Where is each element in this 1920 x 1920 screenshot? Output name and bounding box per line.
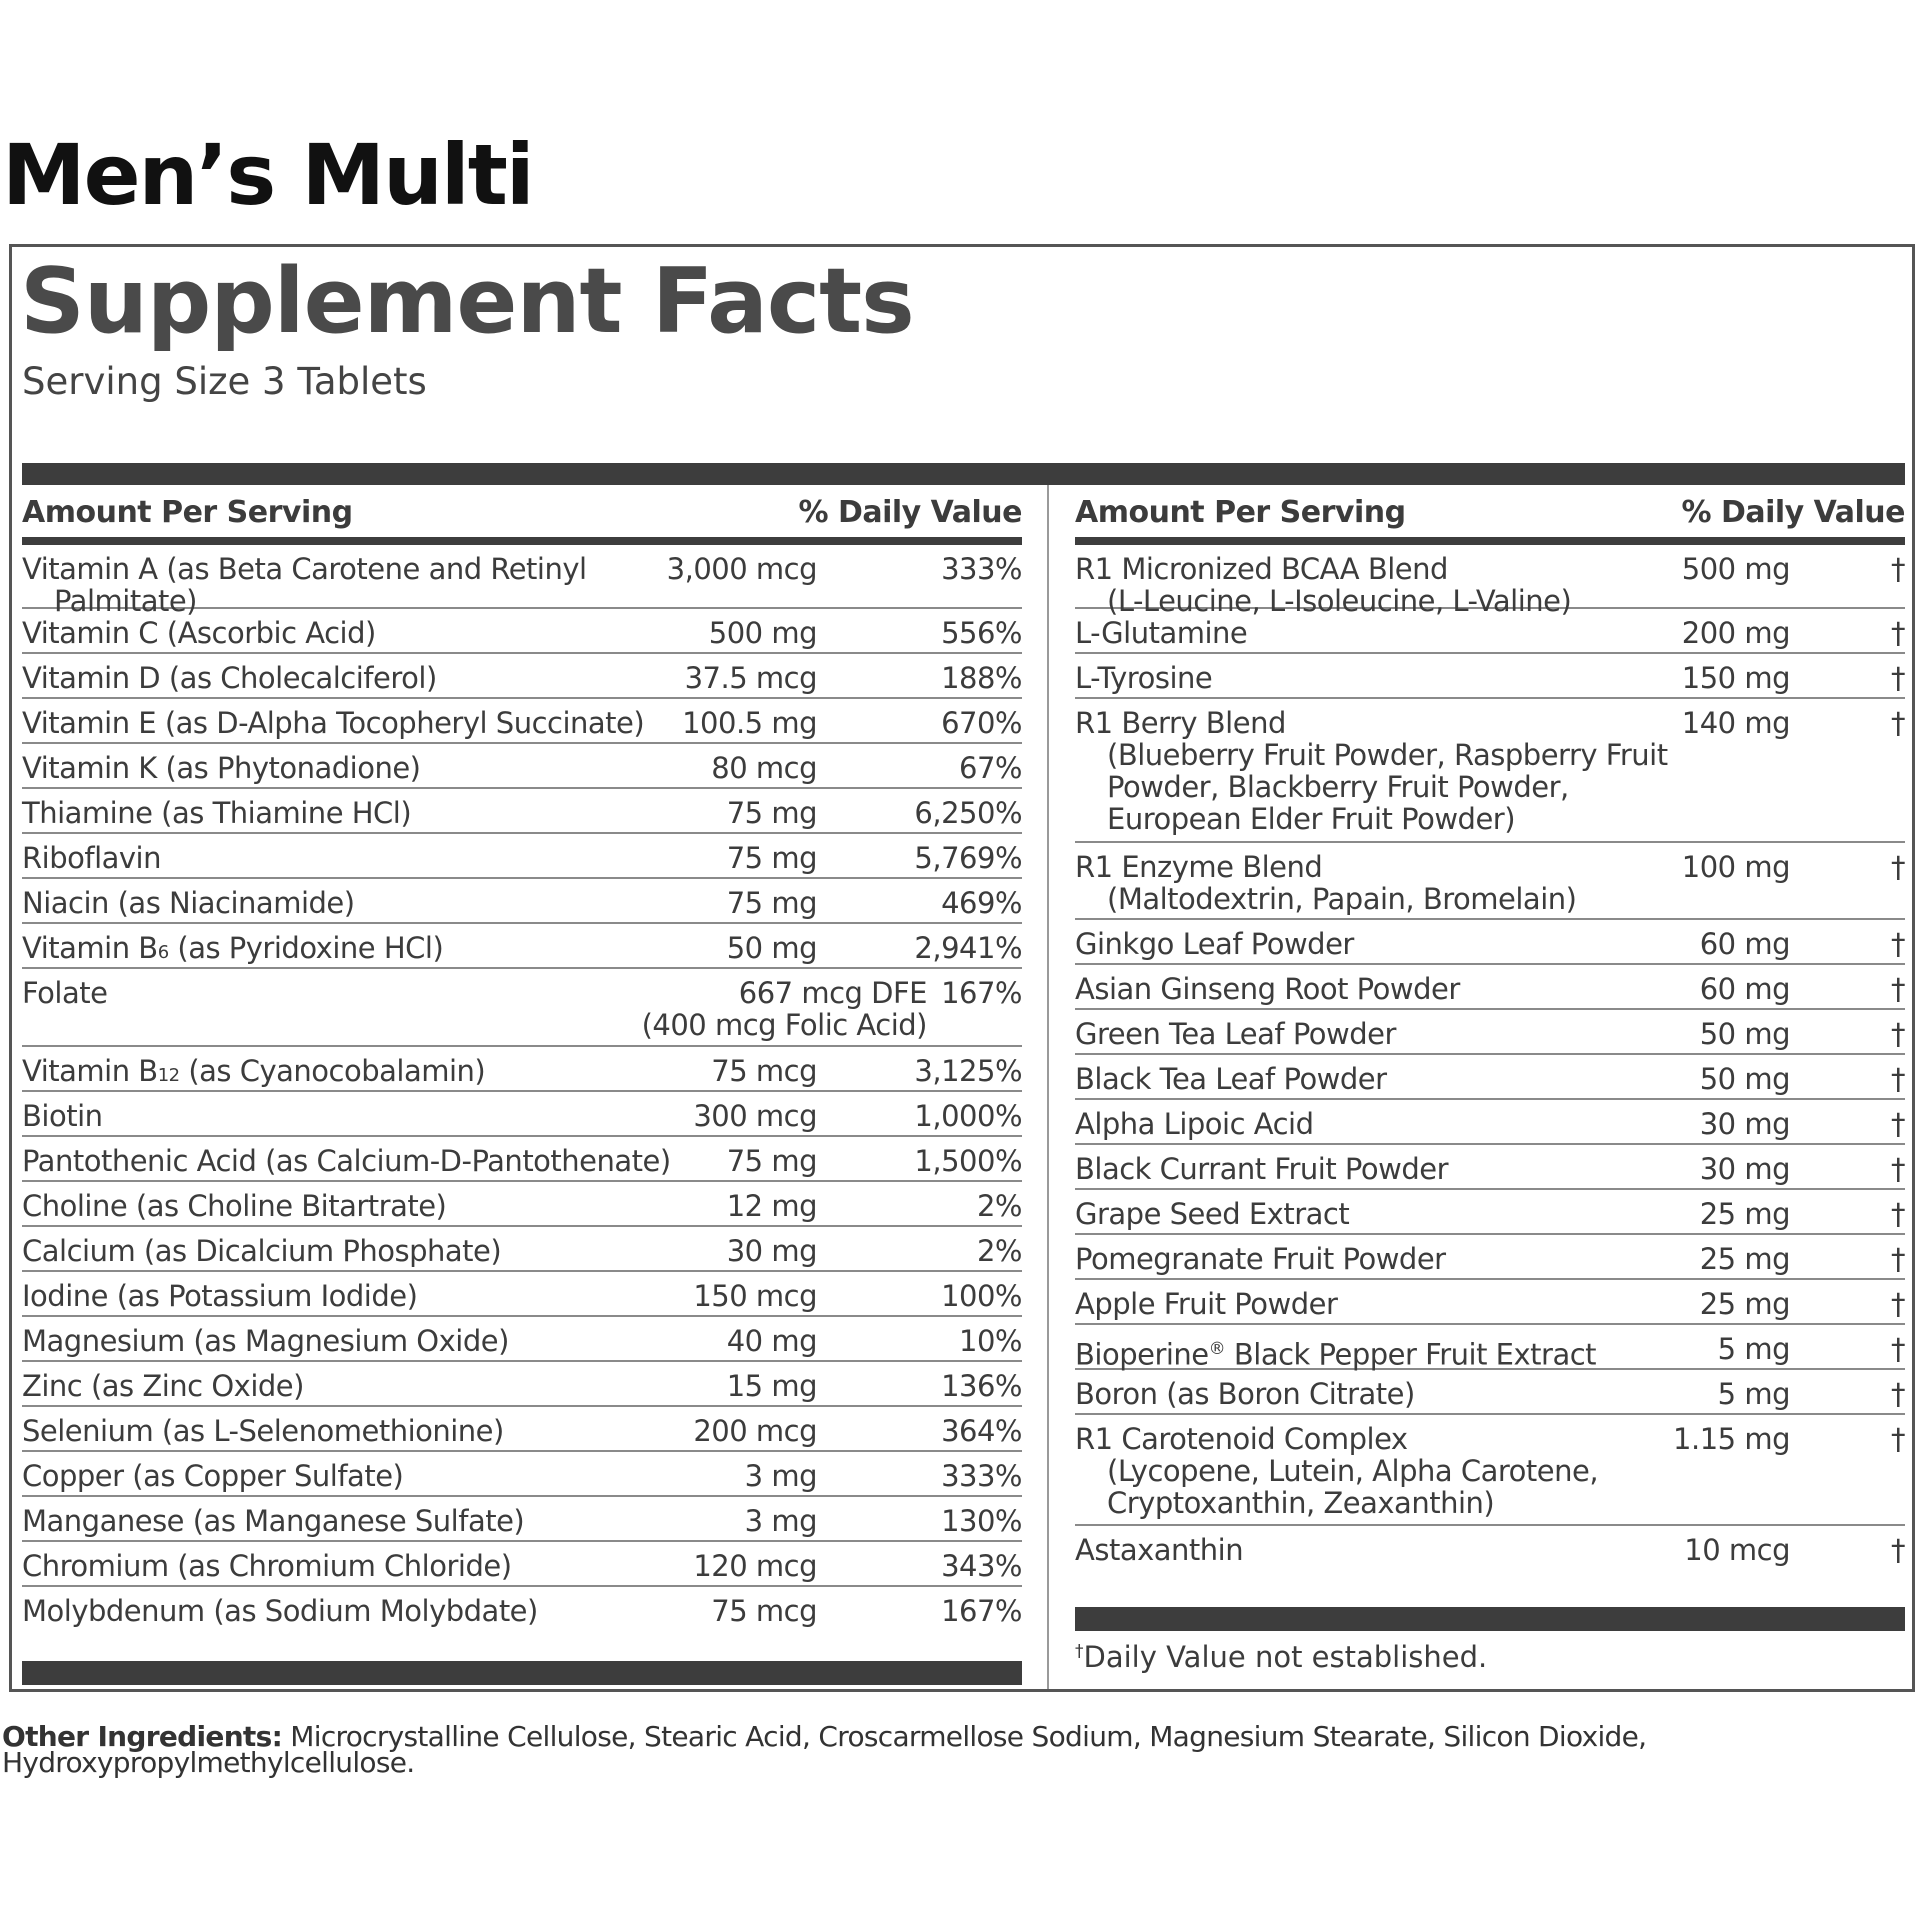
nutrient-amount: 75 mcg	[711, 1594, 817, 1628]
nutrient-name: Vitamin A (as Beta Carotene and Retinyl Palmitate)	[22, 552, 587, 618]
left-bottom-rule-bar	[22, 1661, 1022, 1685]
nutrient-name: Magnesium (as Magnesium Oxide)	[22, 1324, 509, 1358]
ingredient-amount: 200 mg	[1681, 616, 1790, 650]
nutrient-name: Chromium (as Chromium Chloride)	[22, 1549, 512, 1583]
ingredient-amount: 60 mg	[1699, 972, 1790, 1006]
ingredient-name: Bioperine® Black Pepper Fruit Extract	[1075, 1337, 1597, 1372]
left-column-header	[22, 485, 1022, 545]
nutrient-amount: 40 mg	[726, 1324, 817, 1358]
ingredient-name: R1 Enzyme Blend (Maltodextrin, Papain, Bromelain)	[1075, 850, 1577, 916]
ingredient-name: L-Glutamine	[1075, 616, 1248, 650]
table-row	[22, 969, 1022, 1047]
right-facts-column	[1075, 485, 1905, 1571]
nutrient-amount: 75 mg	[726, 1144, 817, 1178]
table-row	[1075, 1145, 1905, 1190]
right-column-header	[1075, 485, 1905, 545]
table-row	[22, 879, 1022, 924]
nutrient-daily-value: 364%	[941, 1414, 1022, 1448]
nutrient-daily-value: 100%	[941, 1279, 1022, 1313]
dagger-mark: †	[1891, 1422, 1905, 1456]
nutrient-amount: 3 mg	[744, 1459, 817, 1493]
ingredient-name: Astaxanthin	[1075, 1533, 1244, 1567]
nutrient-amount: 75 mg	[726, 841, 817, 875]
nutrient-name: Vitamin E (as D-Alpha Tocopheryl Succinate)	[22, 706, 645, 740]
other-ingredients	[2, 1720, 1702, 1779]
nutrient-name: Copper (as Copper Sulfate)	[22, 1459, 404, 1493]
nutrient-daily-value: 333%	[941, 1459, 1022, 1493]
nutrient-name: Riboflavin	[22, 841, 161, 875]
nutrient-daily-value: 167%	[941, 1594, 1022, 1628]
daily-value-footnote: †Daily Value not established.	[1075, 1640, 1488, 1674]
nutrient-name: Vitamin K (as Phytonadione)	[22, 751, 421, 785]
nutrient-daily-value: 469%	[941, 886, 1022, 920]
table-row	[22, 609, 1022, 654]
nutrient-amount: 37.5 mcg	[684, 661, 817, 695]
ingredient-amount: 30 mg	[1699, 1152, 1790, 1186]
nutrient-name: Vitamin C (Ascorbic Acid)	[22, 616, 376, 650]
table-row	[22, 1452, 1022, 1497]
nutrient-amount: 12 mg	[726, 1189, 817, 1223]
nutrient-amount: 75 mcg	[711, 1054, 817, 1088]
ingredient-amount: 5 mg	[1717, 1332, 1790, 1366]
table-row	[1075, 965, 1905, 1010]
table-row	[1075, 1190, 1905, 1235]
table-row	[22, 1092, 1022, 1137]
ingredient-name: Apple Fruit Powder	[1075, 1287, 1338, 1321]
ingredient-name: R1 Carotenoid Complex (Lycopene, Lutein, Alpha Carotene, Cryptoxanthin, Zeaxanthin)	[1075, 1422, 1599, 1520]
nutrient-daily-value: 556%	[941, 616, 1022, 650]
table-row	[1075, 654, 1905, 699]
nutrient-daily-value: 1,000%	[914, 1099, 1022, 1133]
nutrient-daily-value: 2%	[976, 1234, 1022, 1268]
nutrient-amount: 667 mcg DFE (400 mcg Folic Acid)	[641, 976, 927, 1042]
nutrient-daily-value: 6,250%	[914, 796, 1022, 830]
nutrient-daily-value: 10%	[959, 1324, 1022, 1358]
right-bottom-rule-bar	[1075, 1607, 1905, 1631]
nutrient-daily-value: 1,500%	[914, 1144, 1022, 1178]
nutrient-daily-value: 2,941%	[914, 931, 1022, 965]
ingredient-amount: 10 mcg	[1684, 1533, 1790, 1567]
nutrient-daily-value: 167%	[941, 976, 1022, 1010]
table-row	[1075, 1280, 1905, 1325]
other-ingredients-text: Microcrystalline Cellulose, Stearic Acid, Croscarmellose Sodium, Magnesium Stearate, Silicon Dioxide, Hydroxypropylmethylcellulose.	[2, 1720, 1647, 1779]
nutrient-name: Biotin	[22, 1099, 103, 1133]
ingredient-name: R1 Berry Blend (Blueberry Fruit Powder, Raspberry Fruit Powder, Blackberry Fruit Powder, European Elder Fruit Powder)	[1075, 706, 1668, 836]
column-divider	[1047, 485, 1049, 1689]
left-facts-column	[22, 485, 1022, 1632]
serving-size: Serving Size 3 Tablets	[22, 360, 427, 403]
nutrient-amount: 15 mg	[726, 1369, 817, 1403]
nutrient-daily-value: 188%	[941, 661, 1022, 695]
ingredient-amount: 50 mg	[1699, 1062, 1790, 1096]
ingredient-amount: 25 mg	[1699, 1197, 1790, 1231]
header-amount-per-serving: Amount Per Serving	[1075, 495, 1406, 530]
dagger-mark: †	[1891, 1197, 1905, 1231]
header-amount-per-serving: Amount Per Serving	[22, 495, 353, 530]
ingredient-name: R1 Micronized BCAA Blend (L-Leucine, L-Isoleucine, L-Valine)	[1075, 552, 1572, 618]
ingredient-name: Grape Seed Extract	[1075, 1197, 1350, 1231]
nutrient-daily-value: 136%	[941, 1369, 1022, 1403]
nutrient-amount: 120 mcg	[693, 1549, 817, 1583]
ingredient-name: Black Tea Leaf Powder	[1075, 1062, 1387, 1096]
table-row	[22, 1407, 1022, 1452]
table-row	[22, 1047, 1022, 1092]
nutrient-amount: 30 mg	[726, 1234, 817, 1268]
ingredient-amount: 25 mg	[1699, 1242, 1790, 1276]
table-row	[1075, 843, 1905, 920]
table-row	[1075, 545, 1905, 618]
dagger-mark: †	[1891, 1017, 1905, 1051]
nutrient-name: Vitamin B6 (as Pyridoxine HCl)	[22, 931, 444, 965]
nutrient-name: Calcium (as Dicalcium Phosphate)	[22, 1234, 502, 1268]
ingredient-name: Boron (as Boron Citrate)	[1075, 1377, 1415, 1411]
nutrient-daily-value: 333%	[941, 552, 1022, 586]
ingredient-name: L-Tyrosine	[1075, 661, 1213, 695]
top-rule-bar	[22, 463, 1905, 485]
nutrient-daily-value: 3,125%	[914, 1054, 1022, 1088]
dagger-mark: †	[1891, 972, 1905, 1006]
dagger-mark: †	[1891, 1062, 1905, 1096]
dagger-mark: †	[1891, 706, 1905, 740]
nutrient-name: Thiamine (as Thiamine HCl)	[22, 796, 412, 830]
table-row	[22, 834, 1022, 879]
ingredient-amount: 1.15 mg	[1673, 1422, 1790, 1456]
nutrient-name: Iodine (as Potassium Iodide)	[22, 1279, 418, 1313]
supplement-facts-panel	[9, 244, 1915, 1692]
table-row	[22, 1272, 1022, 1317]
dagger-mark: †	[1891, 1287, 1905, 1321]
table-row	[1075, 920, 1905, 965]
table-row	[1075, 1370, 1905, 1415]
dagger-mark: †	[1891, 552, 1905, 586]
nutrient-amount: 150 mcg	[693, 1279, 817, 1313]
nutrient-name: Selenium (as L-Selenomethionine)	[22, 1414, 504, 1448]
ingredient-amount: 60 mg	[1699, 927, 1790, 961]
nutrient-amount: 3,000 mcg	[666, 552, 817, 586]
other-ingredients-label: Other Ingredients:	[2, 1720, 283, 1753]
nutrient-name: Molybdenum (as Sodium Molybdate)	[22, 1594, 538, 1628]
table-row	[22, 1497, 1022, 1542]
ingredient-name: Asian Ginseng Root Powder	[1075, 972, 1460, 1006]
ingredient-amount: 25 mg	[1699, 1287, 1790, 1321]
nutrient-name: Manganese (as Manganese Sulfate)	[22, 1504, 525, 1538]
nutrient-name: Folate	[22, 976, 108, 1010]
dagger-mark: †	[1891, 1107, 1905, 1141]
table-row	[22, 1587, 1022, 1632]
table-row	[22, 654, 1022, 699]
nutrient-amount: 75 mg	[726, 796, 817, 830]
table-row	[1075, 1100, 1905, 1145]
table-row	[1075, 609, 1905, 654]
table-row	[1075, 1010, 1905, 1055]
nutrient-daily-value: 670%	[941, 706, 1022, 740]
nutrient-daily-value: 67%	[959, 751, 1022, 785]
table-row	[22, 924, 1022, 969]
dagger-mark: †	[1891, 661, 1905, 695]
dagger-mark: †	[1891, 927, 1905, 961]
table-row	[22, 545, 1022, 618]
dagger-mark: †	[1891, 616, 1905, 650]
table-row	[22, 699, 1022, 744]
dagger-mark: †	[1891, 1242, 1905, 1276]
nutrient-daily-value: 130%	[941, 1504, 1022, 1538]
nutrient-amount: 75 mg	[726, 886, 817, 920]
table-row	[22, 1182, 1022, 1227]
header-daily-value: % Daily Value	[1681, 495, 1905, 530]
nutrient-amount: 200 mcg	[693, 1414, 817, 1448]
ingredient-amount: 100 mg	[1681, 850, 1790, 884]
dagger-mark: †	[1891, 1332, 1905, 1366]
table-row	[22, 1137, 1022, 1182]
nutrient-name: Pantothenic Acid (as Calcium-D-Pantothenate)	[22, 1144, 671, 1178]
table-row	[1075, 699, 1905, 843]
nutrient-amount: 100.5 mg	[682, 706, 817, 740]
table-row	[1075, 1325, 1905, 1370]
ingredient-amount: 140 mg	[1681, 706, 1790, 740]
nutrient-name: Vitamin D (as Cholecalciferol)	[22, 661, 437, 695]
ingredient-name: Green Tea Leaf Powder	[1075, 1017, 1396, 1051]
dagger-mark: †	[1891, 1533, 1905, 1567]
nutrient-name: Zinc (as Zinc Oxide)	[22, 1369, 304, 1403]
ingredient-amount: 150 mg	[1681, 661, 1790, 695]
ingredient-name: Ginkgo Leaf Powder	[1075, 927, 1354, 961]
facts-title: Supplement Facts	[20, 249, 914, 354]
nutrient-name: Niacin (as Niacinamide)	[22, 886, 355, 920]
product-title: Men’s Multi	[2, 126, 533, 224]
nutrient-amount: 300 mcg	[693, 1099, 817, 1133]
ingredient-amount: 30 mg	[1699, 1107, 1790, 1141]
dagger-mark: †	[1891, 850, 1905, 884]
table-row	[22, 1542, 1022, 1587]
nutrient-daily-value: 5,769%	[914, 841, 1022, 875]
table-row	[1075, 1526, 1905, 1571]
table-row	[22, 1362, 1022, 1407]
dagger-mark: †	[1891, 1377, 1905, 1411]
nutrient-amount: 500 mg	[708, 616, 817, 650]
table-row	[1075, 1235, 1905, 1280]
ingredient-name: Alpha Lipoic Acid	[1075, 1107, 1314, 1141]
ingredient-name: Black Currant Fruit Powder	[1075, 1152, 1448, 1186]
nutrient-name: Vitamin B12 (as Cyanocobalamin)	[22, 1054, 486, 1088]
table-row	[22, 1317, 1022, 1362]
nutrient-amount: 50 mg	[726, 931, 817, 965]
ingredient-name: Pomegranate Fruit Powder	[1075, 1242, 1446, 1276]
nutrient-daily-value: 2%	[976, 1189, 1022, 1223]
table-row	[22, 1227, 1022, 1272]
nutrient-daily-value: 343%	[941, 1549, 1022, 1583]
ingredient-amount: 500 mg	[1681, 552, 1790, 586]
dagger-mark: †	[1891, 1152, 1905, 1186]
table-row	[1075, 1055, 1905, 1100]
nutrient-name: Choline (as Choline Bitartrate)	[22, 1189, 447, 1223]
table-row	[22, 744, 1022, 789]
ingredient-amount: 5 mg	[1717, 1377, 1790, 1411]
nutrient-amount: 80 mcg	[711, 751, 817, 785]
table-row	[1075, 1415, 1905, 1526]
table-row	[22, 789, 1022, 834]
header-daily-value: % Daily Value	[798, 495, 1022, 530]
nutrient-amount: 3 mg	[744, 1504, 817, 1538]
ingredient-amount: 50 mg	[1699, 1017, 1790, 1051]
